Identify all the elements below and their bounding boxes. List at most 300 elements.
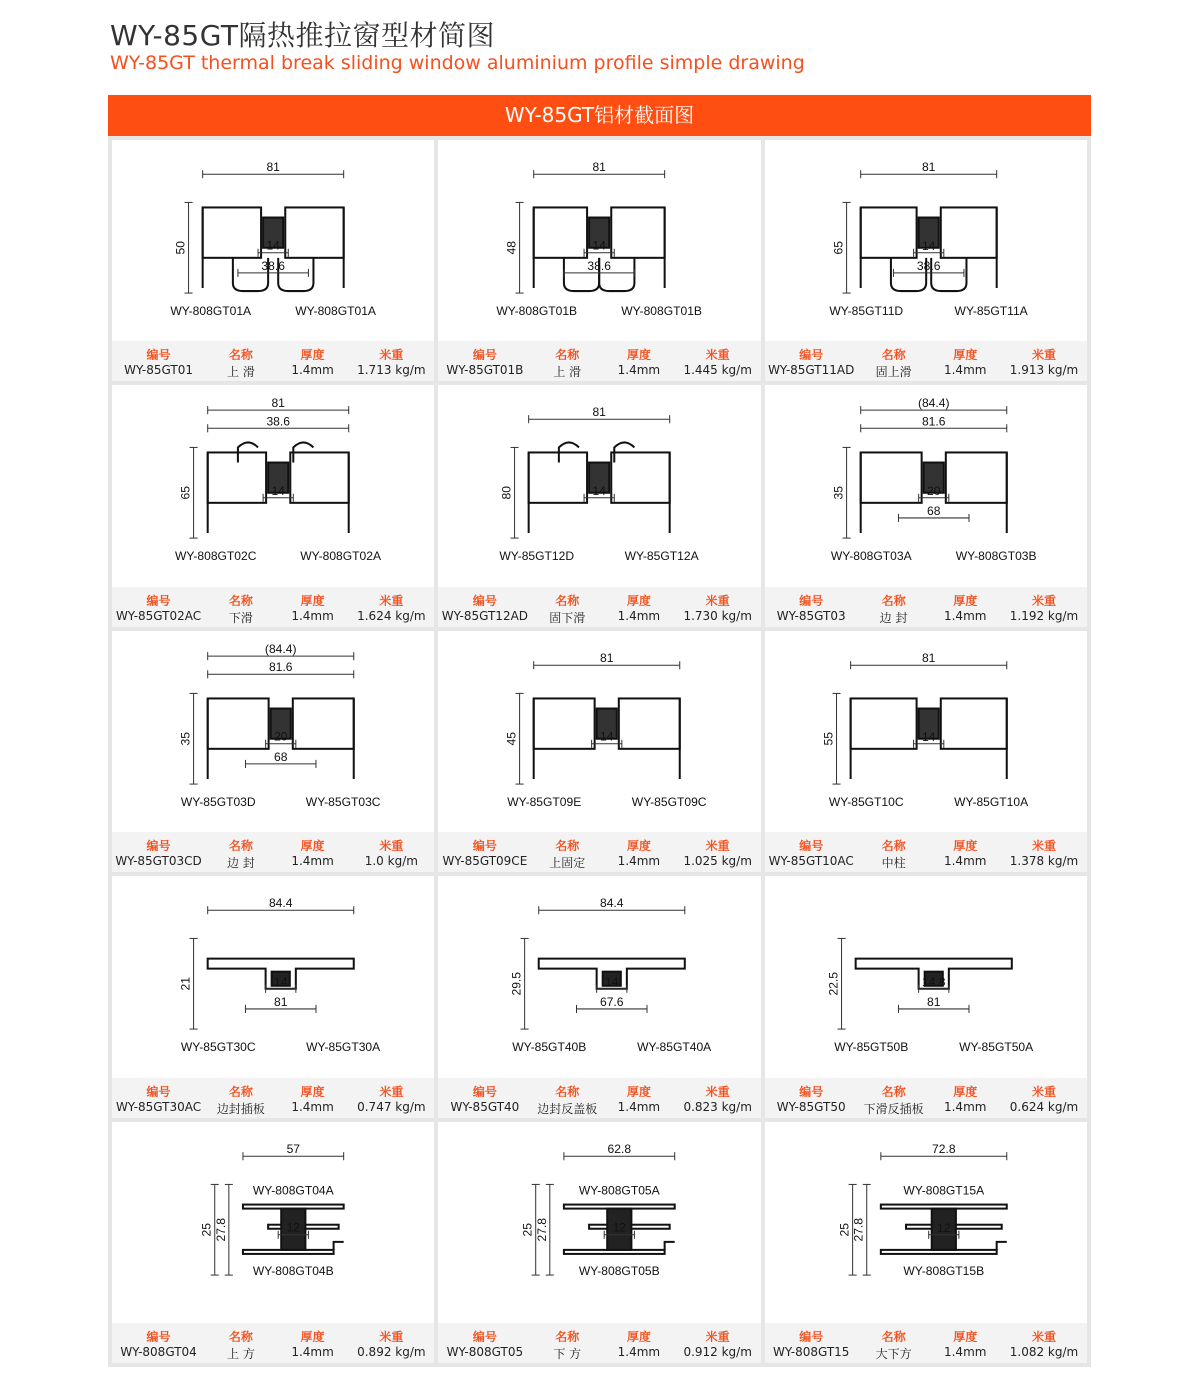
spec-value-code: WY-85GT03 bbox=[776, 608, 846, 623]
spec-column-weight bbox=[348, 1078, 434, 1118]
spec-column-name bbox=[205, 1078, 277, 1118]
spec-header-thickness: 厚度 bbox=[300, 593, 325, 606]
page-title: WY-85GT隔热推拉窗型材简图 bbox=[110, 19, 496, 52]
spec-column-code bbox=[112, 341, 205, 381]
dimension-label: 20 bbox=[926, 484, 941, 499]
spec-value-weight: 1.378 kg/m bbox=[1009, 854, 1079, 869]
spec-column-weight bbox=[675, 1323, 761, 1363]
spec-column-weight bbox=[348, 587, 434, 627]
spec-column-weight bbox=[1001, 832, 1087, 872]
profile-svg bbox=[438, 876, 760, 1077]
spec-header-weight: 米重 bbox=[379, 1329, 404, 1342]
spec-value-name: 边 封 bbox=[227, 856, 255, 871]
part-number-label: WY-808GT15B bbox=[903, 1263, 984, 1278]
profile-svg bbox=[112, 631, 434, 832]
spec-column-name bbox=[205, 587, 277, 627]
spec-header-name: 名称 bbox=[228, 593, 253, 606]
profile-drawing bbox=[438, 1122, 760, 1323]
spec-header-name: 名称 bbox=[555, 1084, 580, 1097]
spec-value-thickness: 1.4mm bbox=[943, 854, 987, 869]
dimension-label: 27.8 bbox=[851, 1217, 866, 1242]
profile-card bbox=[112, 876, 434, 1117]
dimension-label: 14 bbox=[600, 729, 614, 744]
spec-header-thickness: 厚度 bbox=[953, 1084, 978, 1097]
spec-header-code: 编号 bbox=[146, 839, 171, 852]
spec-column-thickness bbox=[277, 341, 349, 381]
spec-table bbox=[112, 341, 434, 381]
profile-svg bbox=[438, 140, 760, 341]
spec-value-thickness: 1.4mm bbox=[943, 1099, 987, 1114]
spec-value-code: WY-85GT50 bbox=[776, 1099, 846, 1114]
dimension-label: 57 bbox=[286, 1141, 301, 1156]
dimension-label: 68 bbox=[273, 749, 288, 764]
dimension-label: 81 bbox=[921, 160, 936, 175]
part-number-label: WY-808GT05B bbox=[579, 1263, 661, 1278]
spec-column-code bbox=[765, 832, 858, 872]
spec-value-code: WY-85GT12AD bbox=[441, 608, 529, 623]
dimension-label: 72.8 bbox=[931, 1141, 956, 1156]
profile-drawing bbox=[438, 876, 760, 1077]
spec-value-weight: 0.892 kg/m bbox=[357, 1344, 426, 1359]
spec-header-weight: 米重 bbox=[1032, 348, 1057, 361]
spec-header-weight: 米重 bbox=[705, 1084, 730, 1097]
dimension-label: 25 bbox=[199, 1222, 214, 1237]
spec-value-name: 下滑 bbox=[228, 610, 253, 625]
spec-table bbox=[438, 341, 760, 381]
spec-value-code: WY-808GT15 bbox=[772, 1344, 850, 1359]
spec-column-code bbox=[112, 1078, 205, 1118]
spec-column-thickness bbox=[929, 1323, 1001, 1363]
spec-header-name: 名称 bbox=[881, 1084, 906, 1097]
dimension-label: 80 bbox=[499, 486, 514, 500]
dimension-label: 14 bbox=[273, 974, 288, 989]
part-number-label: WY-808GT03A bbox=[830, 549, 912, 564]
spec-header-code: 编号 bbox=[146, 348, 171, 361]
spec-value-weight: 1.445 kg/m bbox=[683, 363, 752, 378]
dimension-label: 14 bbox=[921, 729, 936, 744]
spec-table bbox=[112, 832, 434, 872]
spec-value-code: WY-85GT30AC bbox=[115, 1099, 202, 1114]
spec-value-thickness: 1.4mm bbox=[943, 608, 987, 623]
profile-card bbox=[438, 140, 760, 381]
part-number-label: WY-85GT30C bbox=[180, 1040, 256, 1055]
profile-card bbox=[765, 140, 1087, 381]
spec-value-thickness: 1.4mm bbox=[943, 1344, 987, 1359]
profile-svg bbox=[438, 631, 760, 832]
profile-card bbox=[112, 385, 434, 626]
spec-header-name: 名称 bbox=[555, 593, 580, 606]
profile-svg bbox=[112, 140, 434, 341]
dimension-label: 38.6 bbox=[916, 258, 941, 273]
dimension-label: 45 bbox=[504, 731, 519, 746]
spec-column-code bbox=[438, 1078, 531, 1118]
profile-grid bbox=[108, 136, 1091, 1367]
spec-value-name: 边封反盖板 bbox=[537, 1101, 598, 1116]
part-number-label: WY-85GT30A bbox=[306, 1040, 381, 1055]
profile-svg bbox=[765, 140, 1087, 341]
spec-header-thickness: 厚度 bbox=[953, 1329, 978, 1342]
profile-card bbox=[438, 876, 760, 1117]
dimension-label: 81 bbox=[266, 160, 280, 175]
dimension-label: 14.8 bbox=[921, 974, 946, 989]
profile-drawing bbox=[765, 631, 1087, 832]
spec-header-thickness: 厚度 bbox=[953, 839, 978, 852]
spec-value-weight: 1.192 kg/m bbox=[1009, 608, 1079, 623]
spec-header-name: 名称 bbox=[228, 839, 253, 852]
spec-column-weight bbox=[1001, 1078, 1087, 1118]
spec-column-code bbox=[112, 587, 205, 627]
spec-column-code bbox=[438, 341, 531, 381]
spec-header-weight: 米重 bbox=[1032, 839, 1057, 852]
spec-table bbox=[438, 1323, 760, 1363]
spec-column-weight bbox=[1001, 341, 1087, 381]
spec-value-code: WY-808GT04 bbox=[120, 1344, 197, 1359]
spec-header-code: 编号 bbox=[799, 348, 824, 361]
spec-column-weight bbox=[1001, 1323, 1087, 1363]
spec-value-thickness: 1.4mm bbox=[291, 1099, 334, 1114]
section-banner: WY-85GT铝材截面图 bbox=[108, 95, 1091, 136]
spec-value-code: WY-85GT09CE bbox=[442, 854, 528, 869]
spec-value-weight: 1.0 kg/m bbox=[364, 854, 418, 869]
dimension-label: 14 bbox=[592, 484, 607, 499]
spec-value-code: WY-85GT01B bbox=[446, 363, 524, 378]
spec-header-code: 编号 bbox=[472, 1084, 497, 1097]
part-number-label: WY-808GT04A bbox=[252, 1183, 334, 1198]
dimension-label: 84.4 bbox=[600, 896, 624, 911]
spec-header-name: 名称 bbox=[228, 1329, 253, 1342]
spec-value-thickness: 1.4mm bbox=[291, 854, 334, 869]
spec-column-weight bbox=[675, 341, 761, 381]
page-subtitle: WY-85GT thermal break sliding window aluminium profile simple drawing bbox=[110, 52, 805, 74]
part-number-label: WY-85GT40A bbox=[637, 1040, 712, 1055]
spec-column-code bbox=[765, 341, 858, 381]
spec-header-thickness: 厚度 bbox=[953, 348, 978, 361]
spec-table bbox=[438, 1078, 760, 1118]
dimension-label: 12 bbox=[286, 1220, 301, 1235]
spec-header-thickness: 厚度 bbox=[300, 839, 325, 852]
spec-header-code: 编号 bbox=[146, 1329, 171, 1342]
profile-drawing bbox=[112, 631, 434, 832]
profile-drawing bbox=[765, 876, 1087, 1077]
profile-drawing bbox=[438, 385, 760, 586]
spec-value-thickness: 1.4mm bbox=[617, 854, 661, 869]
spec-column-weight bbox=[348, 1323, 434, 1363]
spec-column-code bbox=[765, 587, 858, 627]
spec-header-thickness: 厚度 bbox=[953, 593, 978, 606]
dimension-label: 14 bbox=[266, 238, 280, 253]
spec-header-thickness: 厚度 bbox=[300, 348, 325, 361]
spec-column-weight bbox=[675, 832, 761, 872]
profile-drawing bbox=[765, 385, 1087, 586]
spec-column-code bbox=[765, 1323, 858, 1363]
spec-header-name: 名称 bbox=[881, 348, 906, 361]
spec-header-weight: 米重 bbox=[705, 348, 730, 361]
profile-drawing bbox=[438, 631, 760, 832]
part-number-label: WY-85GT12A bbox=[624, 549, 699, 564]
spec-table bbox=[112, 587, 434, 627]
spec-value-thickness: 1.4mm bbox=[617, 1099, 661, 1114]
dimension-label: 27.8 bbox=[213, 1217, 228, 1242]
part-number-label: WY-808GT05A bbox=[579, 1183, 661, 1198]
profile-svg bbox=[765, 876, 1087, 1077]
spec-value-weight: 1.913 kg/m bbox=[1009, 363, 1079, 378]
dimension-label: (84.4) bbox=[264, 641, 297, 656]
part-number-label: WY-808GT01A bbox=[295, 304, 377, 319]
dimension-label: 38.6 bbox=[266, 414, 290, 429]
spec-column-name bbox=[858, 1323, 930, 1363]
part-number-label: WY-85GT09C bbox=[632, 795, 707, 810]
spec-value-code: WY-85GT40 bbox=[450, 1099, 520, 1114]
spec-header-thickness: 厚度 bbox=[626, 593, 651, 606]
dimension-label: 68 bbox=[926, 504, 941, 519]
dimension-label: 62.8 bbox=[607, 1141, 632, 1156]
spec-value-thickness: 1.4mm bbox=[291, 608, 334, 623]
profile-card bbox=[438, 631, 760, 872]
spec-value-weight: 0.624 kg/m bbox=[1009, 1099, 1079, 1114]
dimension-label: 84.4 bbox=[268, 896, 293, 911]
dimension-label: 12 bbox=[936, 1220, 951, 1235]
spec-value-name: 大下方 bbox=[875, 1346, 912, 1361]
spec-value-weight: 0.747 kg/m bbox=[357, 1099, 426, 1114]
part-number-label: WY-808GT15A bbox=[903, 1183, 984, 1198]
spec-value-weight: 1.730 kg/m bbox=[683, 608, 752, 623]
spec-value-name: 下滑反插板 bbox=[863, 1101, 924, 1116]
dimension-label: 22.5 bbox=[826, 972, 841, 996]
spec-column-thickness bbox=[603, 341, 675, 381]
part-number-label: WY-808GT03B bbox=[955, 549, 1037, 564]
profile-svg bbox=[112, 385, 434, 586]
part-number-label: WY-85GT03D bbox=[180, 795, 256, 810]
spec-column-thickness bbox=[603, 832, 675, 872]
spec-header-weight: 米重 bbox=[379, 1084, 404, 1097]
dimension-label: 55 bbox=[821, 731, 836, 746]
dimension-label: 81 bbox=[592, 405, 607, 420]
profile-card bbox=[112, 1122, 434, 1363]
dimension-label: 14 bbox=[592, 238, 607, 253]
dimension-label: 27.8 bbox=[535, 1217, 550, 1242]
dimension-label: 12 bbox=[612, 1220, 627, 1235]
part-number-label: WY-85GT10C bbox=[828, 795, 904, 810]
spec-column-name bbox=[531, 1078, 603, 1118]
spec-column-weight bbox=[348, 341, 434, 381]
part-number-label: WY-85GT10A bbox=[953, 795, 1028, 810]
spec-header-thickness: 厚度 bbox=[626, 1084, 651, 1097]
spec-header-code: 编号 bbox=[799, 593, 824, 606]
spec-header-code: 编号 bbox=[799, 1084, 824, 1097]
spec-value-weight: 1.713 kg/m bbox=[357, 363, 426, 378]
part-number-label: WY-808GT04B bbox=[252, 1263, 334, 1278]
spec-table bbox=[765, 1078, 1087, 1118]
profile-svg bbox=[765, 385, 1087, 586]
spec-header-name: 名称 bbox=[881, 1329, 906, 1342]
spec-header-weight: 米重 bbox=[379, 348, 404, 361]
part-number-label: WY-808GT02C bbox=[175, 549, 257, 564]
spec-column-code bbox=[112, 832, 205, 872]
spec-column-name bbox=[205, 832, 277, 872]
spec-value-code: WY-85GT03CD bbox=[115, 854, 202, 869]
spec-column-thickness bbox=[277, 587, 349, 627]
part-number-label: WY-85GT03C bbox=[305, 795, 381, 810]
spec-value-code: WY-85GT10AC bbox=[768, 854, 854, 869]
spec-value-weight: 1.082 kg/m bbox=[1009, 1344, 1079, 1359]
spec-column-thickness bbox=[277, 1078, 349, 1118]
spec-value-thickness: 1.4mm bbox=[617, 363, 661, 378]
profile-drawing bbox=[765, 140, 1087, 341]
part-number-label: WY-808GT01A bbox=[170, 304, 252, 319]
dimension-label: 81.6 bbox=[268, 660, 293, 675]
part-number-label: WY-85GT12D bbox=[499, 549, 575, 564]
spec-header-weight: 米重 bbox=[1032, 1329, 1057, 1342]
spec-column-code bbox=[438, 832, 531, 872]
spec-value-code: WY-85GT02AC bbox=[115, 608, 202, 623]
spec-header-thickness: 厚度 bbox=[626, 348, 651, 361]
profile-svg bbox=[112, 876, 434, 1077]
spec-column-name bbox=[205, 1323, 277, 1363]
spec-column-name bbox=[531, 832, 603, 872]
profile-svg bbox=[765, 631, 1087, 832]
spec-column-code bbox=[438, 1323, 531, 1363]
spec-header-weight: 米重 bbox=[1032, 1084, 1057, 1097]
spec-table bbox=[765, 587, 1087, 627]
profile-card bbox=[438, 385, 760, 626]
dimension-label: 35 bbox=[831, 486, 846, 500]
spec-header-code: 编号 bbox=[472, 348, 497, 361]
profile-svg bbox=[112, 1122, 434, 1323]
dimension-label: 81 bbox=[592, 160, 607, 175]
spec-column-code bbox=[765, 1078, 858, 1118]
profile-drawing bbox=[112, 876, 434, 1077]
spec-column-code bbox=[438, 587, 531, 627]
dimension-label: 81 bbox=[271, 396, 285, 411]
spec-value-code: WY-85GT01 bbox=[124, 363, 193, 378]
spec-header-name: 名称 bbox=[881, 839, 906, 852]
spec-header-thickness: 厚度 bbox=[300, 1329, 325, 1342]
dimension-label: 65 bbox=[178, 486, 193, 500]
part-number-label: WY-85GT50B bbox=[833, 1040, 908, 1055]
spec-column-weight bbox=[675, 1078, 761, 1118]
spec-header-code: 编号 bbox=[799, 839, 824, 852]
part-number-label: WY-85GT09E bbox=[507, 795, 582, 810]
dimension-label: 38.6 bbox=[587, 258, 612, 273]
spec-header-thickness: 厚度 bbox=[300, 1084, 325, 1097]
dimension-label: 20 bbox=[273, 729, 288, 744]
dimension-label: (84.4) bbox=[917, 396, 950, 411]
spec-header-code: 编号 bbox=[799, 1329, 824, 1342]
profile-card bbox=[112, 631, 434, 872]
part-number-label: WY-808GT02A bbox=[300, 549, 382, 564]
spec-column-name bbox=[531, 587, 603, 627]
spec-column-code bbox=[112, 1323, 205, 1363]
spec-header-name: 名称 bbox=[228, 1084, 253, 1097]
spec-value-name: 固下滑 bbox=[549, 610, 586, 625]
dimension-label: 25 bbox=[837, 1222, 852, 1237]
spec-value-thickness: 1.4mm bbox=[291, 363, 334, 378]
part-number-label: WY-85GT40B bbox=[512, 1040, 587, 1055]
profile-svg bbox=[438, 385, 760, 586]
spec-value-thickness: 1.4mm bbox=[617, 608, 661, 623]
profile-card bbox=[765, 631, 1087, 872]
spec-column-weight bbox=[1001, 587, 1087, 627]
spec-value-thickness: 1.4mm bbox=[291, 1344, 334, 1359]
spec-header-name: 名称 bbox=[555, 348, 580, 361]
spec-header-weight: 米重 bbox=[1032, 593, 1057, 606]
profile-svg bbox=[765, 1122, 1087, 1323]
spec-column-thickness bbox=[277, 1323, 349, 1363]
spec-value-name: 上 滑 bbox=[553, 365, 582, 380]
profile-drawing bbox=[112, 385, 434, 586]
spec-header-thickness: 厚度 bbox=[626, 1329, 651, 1342]
spec-column-name bbox=[205, 341, 277, 381]
spec-header-code: 编号 bbox=[472, 839, 497, 852]
spec-value-name: 下 方 bbox=[553, 1346, 582, 1361]
part-number-label: WY-808GT01B bbox=[621, 304, 703, 319]
spec-header-name: 名称 bbox=[228, 348, 253, 361]
spec-value-weight: 0.823 kg/m bbox=[683, 1099, 752, 1114]
spec-value-name: 上固定 bbox=[549, 856, 586, 871]
spec-header-code: 编号 bbox=[472, 1329, 497, 1342]
profile-drawing bbox=[438, 140, 760, 341]
spec-column-thickness bbox=[929, 832, 1001, 872]
profile-card bbox=[765, 385, 1087, 626]
spec-header-weight: 米重 bbox=[705, 839, 730, 852]
profile-drawing bbox=[765, 1122, 1087, 1323]
dimension-label: 81 bbox=[273, 995, 288, 1010]
dimension-label: 29.5 bbox=[509, 972, 524, 996]
profile-drawing bbox=[112, 140, 434, 341]
spec-table bbox=[765, 832, 1087, 872]
dimension-label: 65 bbox=[831, 241, 846, 255]
dimension-label: 81 bbox=[921, 650, 936, 665]
spec-column-name bbox=[531, 1323, 603, 1363]
spec-header-weight: 米重 bbox=[379, 593, 404, 606]
spec-value-name: 边 封 bbox=[879, 610, 908, 625]
spec-value-name: 固上滑 bbox=[875, 365, 912, 380]
spec-header-name: 名称 bbox=[881, 593, 906, 606]
spec-header-weight: 米重 bbox=[379, 839, 404, 852]
dimension-label: 81.6 bbox=[921, 414, 946, 429]
spec-value-code: WY-808GT05 bbox=[446, 1344, 524, 1359]
spec-column-name bbox=[858, 1078, 930, 1118]
spec-column-thickness bbox=[929, 587, 1001, 627]
spec-value-weight: 1.025 kg/m bbox=[683, 854, 752, 869]
spec-value-thickness: 1.4mm bbox=[943, 363, 987, 378]
spec-value-weight: 0.912 kg/m bbox=[683, 1344, 752, 1359]
dimension-label: 50 bbox=[173, 241, 188, 255]
spec-header-code: 编号 bbox=[472, 593, 497, 606]
part-number-label: WY-85GT11D bbox=[828, 304, 903, 319]
spec-header-code: 编号 bbox=[146, 1084, 171, 1097]
spec-column-name bbox=[531, 341, 603, 381]
spec-column-thickness bbox=[603, 1078, 675, 1118]
spec-header-code: 编号 bbox=[146, 593, 171, 606]
spec-column-thickness bbox=[277, 832, 349, 872]
spec-column-thickness bbox=[603, 587, 675, 627]
spec-value-thickness: 1.4mm bbox=[617, 1344, 661, 1359]
spec-header-name: 名称 bbox=[555, 1329, 580, 1342]
spec-table bbox=[765, 341, 1087, 381]
profile-card bbox=[765, 876, 1087, 1117]
profile-svg bbox=[438, 1122, 760, 1323]
spec-table bbox=[438, 832, 760, 872]
spec-value-name: 上 滑 bbox=[227, 365, 255, 380]
part-number-label: WY-85GT50A bbox=[958, 1040, 1033, 1055]
spec-column-name bbox=[858, 341, 930, 381]
dimension-label: 14 bbox=[921, 238, 936, 253]
spec-header-thickness: 厚度 bbox=[626, 839, 651, 852]
spec-table bbox=[765, 1323, 1087, 1363]
profile-card bbox=[765, 1122, 1087, 1363]
dimension-label: 81 bbox=[600, 650, 614, 665]
